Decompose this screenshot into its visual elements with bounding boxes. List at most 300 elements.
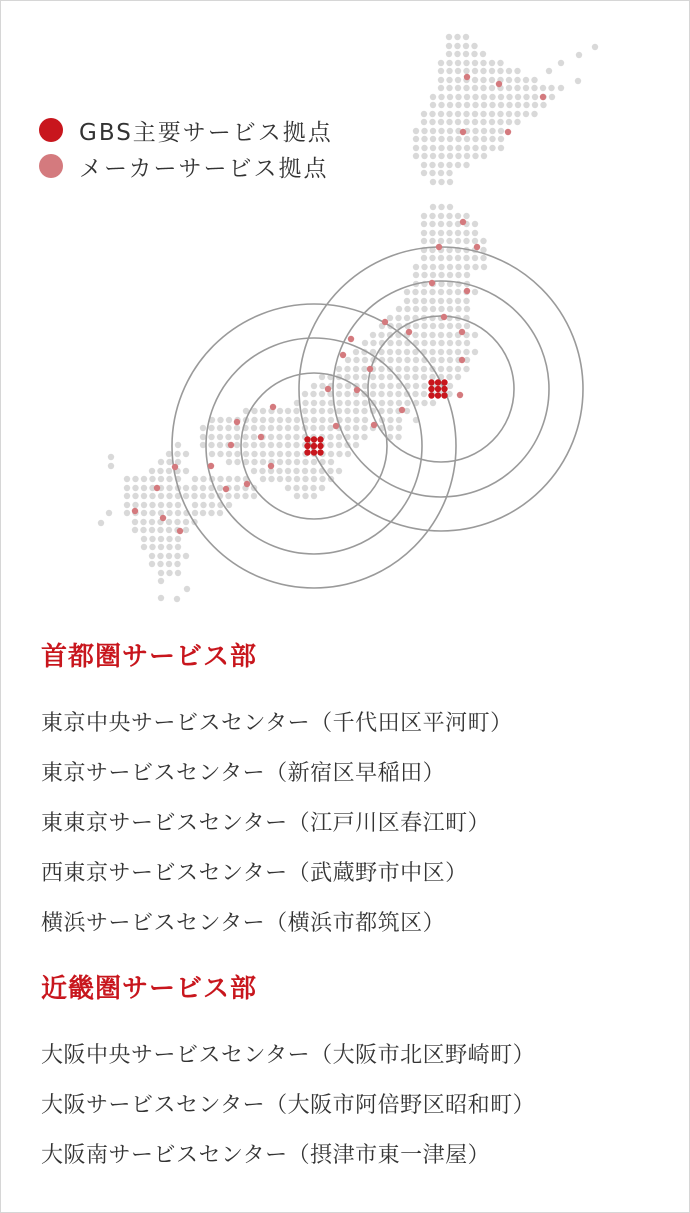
map-dot bbox=[523, 85, 529, 91]
map-dot bbox=[497, 119, 503, 125]
map-dot bbox=[310, 468, 316, 474]
map-dot bbox=[310, 408, 316, 414]
map-dot bbox=[455, 374, 461, 380]
map-dot bbox=[464, 94, 470, 100]
map-dot bbox=[124, 476, 130, 482]
map-dot bbox=[455, 272, 461, 278]
map-dot bbox=[481, 102, 487, 108]
map-dot bbox=[387, 374, 393, 380]
map-dot bbox=[446, 374, 452, 380]
maker-service-point bbox=[406, 329, 412, 335]
map-dot bbox=[464, 264, 470, 270]
map-dot bbox=[447, 272, 453, 278]
map-dot bbox=[404, 306, 410, 312]
map-dot bbox=[523, 77, 529, 83]
map-dot bbox=[268, 451, 274, 457]
map-dot bbox=[455, 289, 461, 295]
map-dot bbox=[454, 43, 460, 49]
map-dot bbox=[166, 485, 172, 491]
legend-label: メーカーサービス拠点 bbox=[79, 155, 329, 182]
map-dot bbox=[455, 298, 461, 304]
map-dot bbox=[327, 468, 333, 474]
service-center-item: 東京中央サービスセンター（千代田区平河町） bbox=[41, 711, 513, 736]
map-dot bbox=[464, 340, 470, 346]
map-dot bbox=[446, 34, 452, 40]
map-dot bbox=[438, 349, 444, 355]
map-dot bbox=[447, 357, 453, 363]
map-dot bbox=[472, 153, 478, 159]
maker-service-point bbox=[540, 94, 546, 100]
map-dot bbox=[319, 417, 325, 423]
maker-service-point bbox=[464, 288, 470, 294]
map-dot bbox=[497, 60, 503, 66]
map-dot bbox=[506, 111, 512, 117]
map-dot bbox=[447, 153, 453, 159]
map-dot bbox=[421, 323, 427, 329]
map-dot bbox=[174, 519, 180, 525]
map-dot bbox=[430, 204, 436, 210]
map-dot bbox=[336, 391, 342, 397]
map-dot bbox=[149, 536, 155, 542]
map-dot bbox=[446, 366, 452, 372]
map-dot bbox=[251, 442, 257, 448]
map-dot bbox=[429, 162, 435, 168]
map-dot bbox=[183, 553, 189, 559]
map-dot bbox=[302, 408, 308, 414]
map-dot bbox=[489, 68, 495, 74]
map-dot bbox=[251, 451, 257, 457]
map-dot bbox=[455, 111, 461, 117]
map-dot bbox=[311, 476, 317, 482]
map-dot bbox=[361, 374, 367, 380]
map-dot bbox=[531, 111, 537, 117]
map-dot bbox=[413, 383, 419, 389]
map-dot bbox=[438, 332, 444, 338]
map-dot bbox=[345, 383, 351, 389]
map-dot bbox=[387, 425, 393, 431]
map-dot bbox=[498, 128, 504, 134]
map-dot bbox=[455, 213, 461, 219]
map-dot bbox=[200, 510, 206, 516]
map-dot bbox=[429, 111, 435, 117]
map-dot bbox=[446, 51, 452, 57]
map-dot bbox=[447, 102, 453, 108]
map-dot bbox=[302, 485, 308, 491]
map-dot bbox=[404, 315, 410, 321]
maker-service-point bbox=[460, 219, 466, 225]
map-dot bbox=[217, 442, 223, 448]
maker-service-point bbox=[177, 528, 183, 534]
map-dot bbox=[489, 77, 495, 83]
map-dot bbox=[242, 434, 248, 440]
map-dot bbox=[141, 536, 147, 542]
map-dot bbox=[438, 119, 444, 125]
map-dot bbox=[285, 425, 291, 431]
map-dot bbox=[310, 391, 316, 397]
map-dot bbox=[327, 425, 333, 431]
map-dot bbox=[370, 332, 376, 338]
map-dot bbox=[344, 425, 350, 431]
map-dot bbox=[319, 485, 325, 491]
map-dot bbox=[353, 442, 359, 448]
map-dot bbox=[132, 502, 138, 508]
map-dot bbox=[421, 230, 427, 236]
map-dot bbox=[158, 536, 164, 542]
map-dot bbox=[353, 408, 359, 414]
map-dot bbox=[319, 425, 325, 431]
map-dot bbox=[370, 391, 376, 397]
map-dot bbox=[285, 468, 291, 474]
gbs-main-point-tokyo bbox=[435, 379, 441, 385]
map-dot bbox=[506, 68, 512, 74]
map-dot bbox=[336, 451, 342, 457]
map-dot bbox=[243, 451, 249, 457]
map-dot bbox=[540, 102, 546, 108]
map-dot bbox=[430, 272, 436, 278]
map-dot bbox=[132, 527, 138, 533]
map-dot bbox=[446, 298, 452, 304]
map-dot bbox=[345, 357, 351, 363]
map-dot bbox=[302, 459, 308, 465]
map-dot bbox=[183, 493, 189, 499]
maker-service-point bbox=[234, 419, 240, 425]
map-dot bbox=[251, 408, 257, 414]
map-dot bbox=[549, 94, 555, 100]
map-dot bbox=[285, 485, 291, 491]
map-dot bbox=[446, 111, 452, 117]
map-dot bbox=[421, 170, 427, 176]
map-dot bbox=[217, 510, 223, 516]
map-dot bbox=[183, 468, 189, 474]
map-dot bbox=[446, 85, 452, 91]
map-dot bbox=[158, 570, 164, 576]
map-dot bbox=[430, 306, 436, 312]
map-dot bbox=[166, 468, 172, 474]
map-dot bbox=[446, 255, 452, 261]
service-center-item: 西東京サービスセンター（武蔵野市中区） bbox=[41, 861, 468, 886]
map-dot bbox=[361, 366, 367, 372]
maker-service-point bbox=[340, 352, 346, 358]
map-dot bbox=[200, 425, 206, 431]
map-dot bbox=[226, 451, 232, 457]
map-dot bbox=[166, 561, 172, 567]
map-dot bbox=[438, 204, 444, 210]
map-dot bbox=[446, 332, 452, 338]
map-dot bbox=[234, 485, 240, 491]
map-dot bbox=[455, 85, 461, 91]
map-dot bbox=[480, 68, 486, 74]
map-dot bbox=[98, 520, 104, 526]
map-dot bbox=[302, 391, 308, 397]
map-dot bbox=[294, 476, 300, 482]
section-shutoken bbox=[41, 637, 669, 949]
service-departments bbox=[41, 637, 669, 1181]
map-dot bbox=[472, 128, 478, 134]
service-center-item: 大阪南サービスセンター（摂津市東一津屋） bbox=[41, 1143, 491, 1168]
map-dot bbox=[506, 119, 512, 125]
map-dot bbox=[446, 349, 452, 355]
gbs-main-point-tokyo bbox=[428, 379, 434, 385]
map-dot bbox=[141, 502, 147, 508]
map-dot bbox=[106, 510, 112, 516]
map-dot bbox=[378, 332, 384, 338]
map-dot bbox=[464, 272, 470, 278]
map-dot bbox=[387, 357, 393, 363]
map-dot bbox=[430, 264, 436, 270]
map-dot bbox=[447, 323, 453, 329]
map-dot bbox=[404, 349, 410, 355]
map-dot bbox=[480, 238, 486, 244]
map-dot bbox=[353, 357, 359, 363]
map-dot bbox=[412, 298, 418, 304]
maker-service-point bbox=[354, 387, 360, 393]
map-dot bbox=[438, 153, 444, 159]
maker-service-point bbox=[382, 319, 388, 325]
map-dot bbox=[217, 485, 223, 491]
maker-service-point bbox=[228, 442, 234, 448]
map-dot bbox=[438, 213, 444, 219]
map-dot bbox=[455, 102, 461, 108]
map-dot bbox=[413, 323, 419, 329]
map-dot bbox=[472, 68, 478, 74]
map-dot bbox=[429, 255, 435, 261]
map-dot bbox=[446, 43, 452, 49]
map-dot bbox=[421, 264, 427, 270]
legend-item-maker bbox=[39, 149, 333, 183]
map-dot bbox=[226, 417, 232, 423]
gbs-main-point-tokyo bbox=[435, 392, 441, 398]
map-dot bbox=[455, 306, 461, 312]
map-dot bbox=[455, 349, 461, 355]
map-dot bbox=[515, 94, 521, 100]
map-dot bbox=[438, 298, 444, 304]
map-dot bbox=[463, 60, 469, 66]
map-dot bbox=[260, 451, 266, 457]
map-dot bbox=[362, 357, 368, 363]
map-dot bbox=[344, 391, 350, 397]
map-dot bbox=[217, 417, 223, 423]
map-dot bbox=[472, 332, 478, 338]
map-dot bbox=[472, 264, 478, 270]
map-dot bbox=[506, 85, 512, 91]
map-dot bbox=[395, 391, 401, 397]
map-dot bbox=[234, 434, 240, 440]
map-dot bbox=[226, 459, 232, 465]
map-dot bbox=[319, 374, 325, 380]
map-dot bbox=[302, 493, 308, 499]
map-dot bbox=[293, 434, 299, 440]
map-dot bbox=[447, 136, 453, 142]
map-dot bbox=[472, 77, 478, 83]
map-dot bbox=[251, 468, 257, 474]
map-dot bbox=[463, 162, 469, 168]
map-dot bbox=[446, 213, 452, 219]
maker-service-point bbox=[436, 244, 442, 250]
map-dot bbox=[481, 136, 487, 142]
map-dot bbox=[446, 289, 452, 295]
map-dot bbox=[277, 476, 283, 482]
map-dot bbox=[447, 383, 453, 389]
map-dot bbox=[183, 527, 189, 533]
map-dot bbox=[514, 111, 520, 117]
map-dot bbox=[515, 102, 521, 108]
map-dot bbox=[141, 485, 147, 491]
gbs-main-point-tokyo bbox=[441, 386, 447, 392]
map-dot bbox=[175, 502, 181, 508]
map-dot bbox=[463, 230, 469, 236]
map-dot bbox=[531, 77, 537, 83]
map-dot bbox=[472, 221, 478, 227]
map-dot bbox=[191, 493, 197, 499]
map-dot bbox=[141, 544, 147, 550]
maker-service-point bbox=[371, 422, 377, 428]
map-dot bbox=[336, 408, 342, 414]
map-dot bbox=[285, 408, 291, 414]
map-dot bbox=[421, 383, 427, 389]
map-dot bbox=[209, 451, 215, 457]
map-dot bbox=[429, 238, 435, 244]
maker-service-point bbox=[258, 434, 264, 440]
map-dot bbox=[294, 459, 300, 465]
map-dot bbox=[328, 459, 334, 465]
map-dot bbox=[234, 459, 240, 465]
map-dot bbox=[149, 468, 155, 474]
map-dot bbox=[498, 94, 504, 100]
japan-dot-map bbox=[1, 1, 690, 621]
map-dot bbox=[532, 94, 538, 100]
map-dot bbox=[184, 586, 190, 592]
map-dot bbox=[149, 502, 155, 508]
map-dot bbox=[370, 340, 376, 346]
map-dot bbox=[200, 502, 206, 508]
map-dot bbox=[421, 238, 427, 244]
map-dot bbox=[208, 442, 214, 448]
center-list bbox=[41, 1031, 669, 1181]
service-center-item: 大阪中央サービスセンター（大阪市北区野崎町） bbox=[41, 1043, 536, 1068]
map-dot bbox=[413, 306, 419, 312]
map-dot bbox=[192, 502, 198, 508]
maker-service-point bbox=[457, 392, 463, 398]
map-dot bbox=[251, 459, 257, 465]
map-dot bbox=[480, 77, 486, 83]
map-dot bbox=[166, 570, 172, 576]
map-dot bbox=[158, 476, 164, 482]
map-dot bbox=[514, 85, 520, 91]
map-dot bbox=[149, 510, 155, 516]
map-dot bbox=[395, 315, 401, 321]
maker-service-point bbox=[474, 244, 480, 250]
map-dot bbox=[124, 502, 130, 508]
legend-dot-pink-icon bbox=[39, 154, 63, 178]
map-dot bbox=[463, 68, 469, 74]
map-dot bbox=[310, 485, 316, 491]
gbs-main-point-tokyo bbox=[428, 392, 434, 398]
map-dot bbox=[361, 425, 367, 431]
map-dot bbox=[259, 468, 265, 474]
map-dot bbox=[132, 476, 138, 482]
map-dot bbox=[395, 366, 401, 372]
map-dot bbox=[489, 119, 495, 125]
map-dot bbox=[395, 434, 401, 440]
maker-service-point bbox=[244, 481, 250, 487]
section-title: 近畿圏サービス部 bbox=[41, 974, 258, 1004]
map-dot bbox=[353, 400, 359, 406]
gbs-main-point-tokyo bbox=[428, 386, 434, 392]
map-dot bbox=[157, 468, 163, 474]
map-dot bbox=[438, 179, 444, 185]
map-dot bbox=[558, 85, 564, 91]
map-dot bbox=[455, 119, 461, 125]
map-dot bbox=[353, 425, 359, 431]
map-dot bbox=[447, 128, 453, 134]
map-dot bbox=[336, 468, 342, 474]
map-dot bbox=[455, 230, 461, 236]
map-dot bbox=[438, 68, 444, 74]
map-dot bbox=[404, 374, 410, 380]
map-dot bbox=[489, 102, 495, 108]
map-dot bbox=[404, 289, 410, 295]
map-dot bbox=[311, 400, 317, 406]
map-dot bbox=[480, 255, 486, 261]
map-dot bbox=[421, 145, 427, 151]
map-dot bbox=[463, 34, 469, 40]
map-dot bbox=[455, 238, 461, 244]
map-dot bbox=[446, 162, 452, 168]
gbs-main-point-osaka bbox=[304, 436, 310, 442]
map-dot bbox=[430, 357, 436, 363]
map-dot bbox=[481, 264, 487, 270]
map-dot bbox=[455, 162, 461, 168]
map-dot bbox=[480, 60, 486, 66]
map-dot bbox=[158, 595, 164, 601]
gbs-main-point-osaka bbox=[317, 436, 323, 442]
map-dot bbox=[498, 136, 504, 142]
map-dot bbox=[234, 476, 240, 482]
map-dot bbox=[361, 434, 367, 440]
map-dot bbox=[430, 145, 436, 151]
map-dot bbox=[396, 425, 402, 431]
maker-service-point bbox=[460, 129, 466, 135]
map-dot bbox=[141, 510, 147, 516]
map-dot bbox=[174, 553, 180, 559]
map-dot bbox=[311, 459, 317, 465]
map-dot bbox=[413, 272, 419, 278]
map-dot bbox=[421, 391, 427, 397]
map-dot bbox=[413, 145, 419, 151]
map-dot bbox=[293, 442, 299, 448]
map-dot bbox=[353, 349, 359, 355]
map-dot bbox=[174, 596, 180, 602]
map-dot bbox=[463, 43, 469, 49]
map-dot bbox=[438, 77, 444, 83]
map-dot bbox=[234, 451, 240, 457]
map-dot bbox=[200, 485, 206, 491]
map-dot bbox=[480, 119, 486, 125]
section-title: 首都圏サービス部 bbox=[41, 642, 258, 672]
map-dot bbox=[454, 34, 460, 40]
map-dot bbox=[293, 408, 299, 414]
map-dot bbox=[319, 391, 325, 397]
map-dot bbox=[319, 400, 325, 406]
map-dot bbox=[523, 111, 529, 117]
map-dot bbox=[463, 298, 469, 304]
map-dot bbox=[158, 459, 164, 465]
map-dot bbox=[438, 111, 444, 117]
center-list bbox=[41, 699, 669, 949]
map-dot bbox=[430, 340, 436, 346]
map-dot bbox=[472, 111, 478, 117]
map-dot bbox=[446, 230, 452, 236]
